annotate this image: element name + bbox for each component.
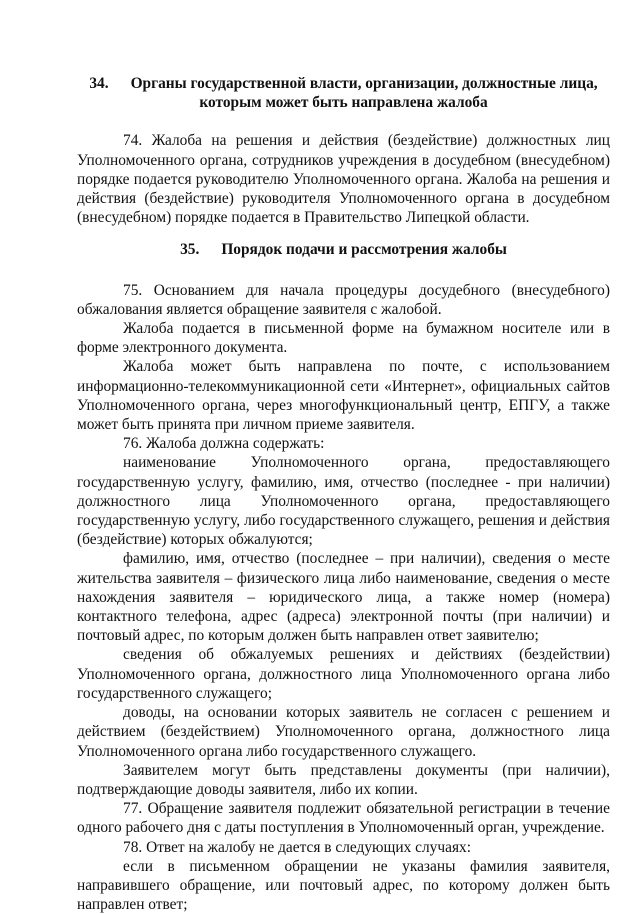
paragraph-78-case: если в письменном обращении не указаны фамилия заявителя, направившего обращение, или почтовый адрес, по которому должен быть направлен ответ; bbox=[77, 857, 610, 914]
section-35-number: 35. bbox=[180, 241, 200, 259]
section-34-title-line2: которым может быть направлена жалоба bbox=[199, 94, 488, 112]
paragraph-75: 75. Основанием для начала процедуры досудебного (внесудебного) обжалования является обращение заявителя с жалобой. bbox=[77, 281, 610, 318]
paragraph-76-applicant: фамилию, имя, отчество (последнее – при наличии), сведения о месте жительства заявителя – физического лица либо наименование, сведения о месте нахождения заявителя – юридического лица, а также номер (номера) контактного телефона, адрес (адреса) электронной почты (при наличии) и почтовый адрес, по которым должен быть направлен ответ заявителю; bbox=[77, 550, 610, 645]
paragraph-76-documents: Заявителем могут быть представлены документы (при наличии), подтверждающие доводы заявителя, либо их копии. bbox=[77, 761, 610, 798]
paragraph-74: 74. Жалоба на решения и действия (бездействие) должностных лиц Уполномоченного органа, сотрудников учреждения в досудебном (внесудебном) порядке подается руководителю Уполномоченного органа. Жалоба на решения и действия (бездействие) руководителя Уполномоченного органа в досудебном (внесудебном) порядке подается в Правительство Липецкой области. bbox=[77, 132, 610, 227]
section-35-title: Порядок подачи и рассмотрения жалобы bbox=[221, 241, 507, 259]
paragraph-76-arguments: доводы, на основании которых заявитель не согласен с решением и действием (бездействием) Уполномоченного органа, должностного лица Уполномоченного органа либо государственного служащего. bbox=[77, 704, 610, 760]
paragraph-76-info: сведения об обжалуемых решениях и действиях (бездействии) Уполномоченного органа, должностного лица Уполномоченного органа либо государственного служащего; bbox=[77, 646, 610, 702]
paragraph-76-name: наименование Уполномоченного органа, предоставляющего государственную услугу, фамилию, имя, отчество (последнее - при наличии) должностного лица Уполномоченного органа, предоставляющего государственную услугу, либо государственного служащего, решения и действия (бездействие) которых обжалуются; bbox=[77, 454, 610, 549]
paragraph-75-channels: Жалоба может быть направлена по почте, с использованием информационно-телекоммуникационной сети «Интернет», официальных сайтов Уполномоченного органа, через многофункциональный центр, ЕПГУ, а также может быть принята при личном приеме заявителя. bbox=[77, 358, 610, 434]
section-35-heading bbox=[77, 240, 610, 259]
paragraph-77: 77. Обращение заявителя подлежит обязательной регистрации в течение одного рабочего дня с даты поступления в Уполномоченный орган, учреждение. bbox=[77, 800, 610, 837]
section-34-heading bbox=[77, 74, 610, 112]
paragraph-75-form: Жалоба подается в письменной форме на бумажном носителе или в форме электронного документа. bbox=[77, 320, 610, 357]
document-page bbox=[77, 74, 610, 914]
section-34-number: 34. bbox=[89, 75, 109, 92]
paragraph-78: 78. Ответ на жалобу не дается в следующих случаях: bbox=[123, 838, 472, 856]
section-34-title-line1: Органы государственной власти, организации, должностные лица, bbox=[130, 75, 598, 92]
paragraph-76: 76. Жалоба должна содержать: bbox=[123, 435, 325, 453]
